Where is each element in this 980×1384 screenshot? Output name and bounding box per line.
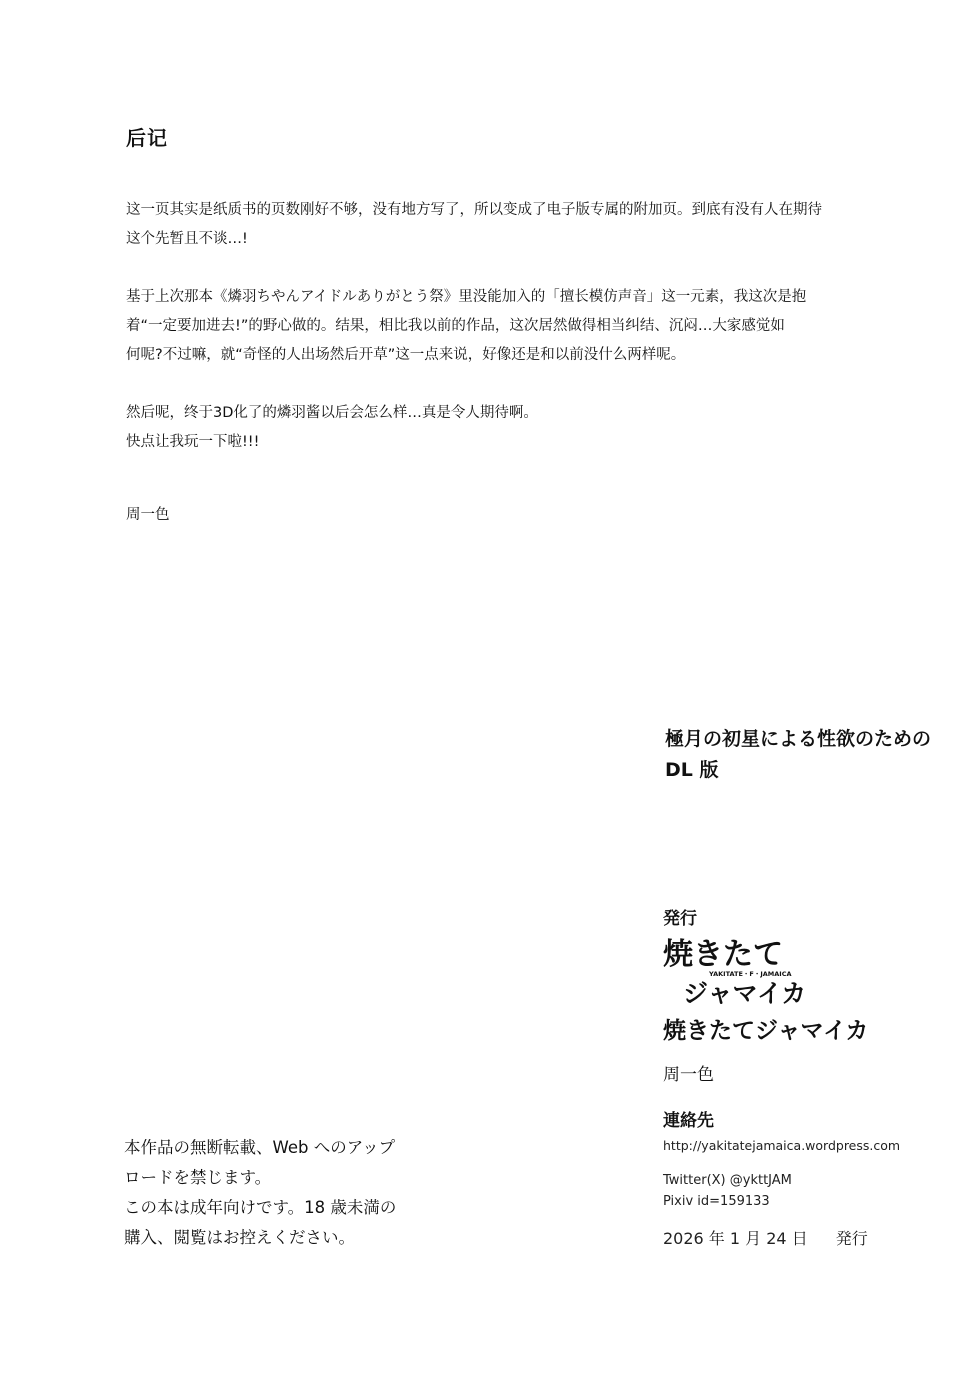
contact-label: 連絡先 <box>663 1111 714 1131</box>
afterword-paragraph-1 <box>126 196 886 254</box>
logo-wide-text: 焼きたてジャマイカ <box>663 1018 869 1044</box>
notice-line: 本作品の無断転載、Web へのアップ <box>124 1138 396 1157</box>
paragraph-line: 这一页其实是纸质书的页数刚好不够，没有地方写了，所以变成了电子版专属的附加页。到底有没有人在期待 <box>126 202 822 218</box>
notice-line: 購入、閲覧はお控えください。 <box>124 1228 355 1247</box>
book-title <box>665 724 965 786</box>
twitter-handle[interactable]: Twitter(X) @ykttJAM <box>663 1173 792 1188</box>
publish-suffix: 発行 <box>835 1229 868 1248</box>
circle-logo <box>663 934 823 1006</box>
publish-date: 2026 年 1 月 24 日 <box>663 1229 808 1248</box>
afterword-author: 周一色 <box>126 507 170 523</box>
pixiv-id[interactable]: Pixiv id=159133 <box>663 1194 770 1209</box>
afterword-paragraph-3 <box>126 399 886 457</box>
copyright-notice <box>124 1133 424 1253</box>
notice-line: ロードを禁じます。 <box>124 1168 272 1187</box>
publish-label: 発行 <box>663 909 697 929</box>
social-accounts <box>663 1170 792 1212</box>
paragraph-line: 何呢?不过嘛，就“奇怪的人出场然后开草”这一点来说，好像还是和以前没什么两样呢。 <box>126 347 686 363</box>
logo-text-bottom: ジャマイカ <box>683 979 807 1006</box>
afterword-heading: 后记 <box>126 126 168 150</box>
book-edition: DL 版 <box>665 759 719 781</box>
paragraph-line: 快点让我玩一下啦!!! <box>126 434 260 450</box>
paragraph-line: 然后呢，终于3D化了的燐羽酱以后会怎么样…真是令人期待啊。 <box>126 405 538 421</box>
paragraph-line: 基于上次那本《燐羽ちやんアイドルありがとう祭》里没能加入的「擅长模仿声音」这一元素，我这次是抱 <box>126 289 807 305</box>
notice-line: この本は成年向けです。18 歳未満の <box>124 1198 397 1217</box>
circle-author: 周一色 <box>663 1065 714 1085</box>
publish-date-line <box>663 1226 868 1249</box>
book-title-line: 極月の初星による性欲のための <box>665 728 932 750</box>
paragraph-line: 这个先暂且不谈…! <box>126 231 248 247</box>
circle-logo-wide <box>663 1013 878 1045</box>
logo-text-top: 焼きたて <box>663 937 783 972</box>
afterword-paragraph-2 <box>126 283 886 370</box>
paragraph-line: 着“一定要加进去!”的野心做的。结果，相比我以前的作品，这次居然做得相当纠结、沉闷…大家感觉如 <box>126 318 785 334</box>
website-url[interactable]: http://yakitatejamaica.wordpress.com <box>663 1138 901 1153</box>
logo-text-small: YAKITATE・F・JAMAICA <box>709 970 792 978</box>
